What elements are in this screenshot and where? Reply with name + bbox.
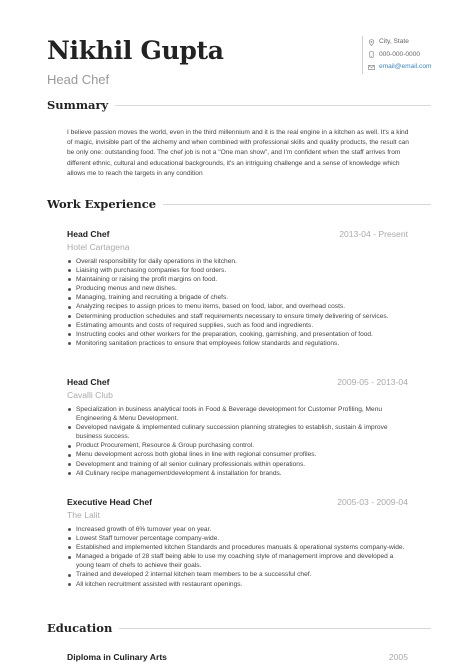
job-bullets bbox=[67, 257, 408, 348]
work-divider bbox=[163, 204, 431, 205]
phone-text: 000-000-0000 bbox=[379, 50, 421, 58]
candidate-name: Nikhil Gupta bbox=[47, 36, 224, 65]
job-company: Cavalli Club bbox=[67, 390, 113, 400]
job-title: Executive Head Chef bbox=[67, 497, 153, 507]
contact-email[interactable] bbox=[368, 61, 474, 74]
list-item: All Culinary recipe management/development & installation for brands. bbox=[67, 469, 408, 478]
job-entry-3 bbox=[67, 497, 408, 589]
job-entry-1 bbox=[67, 229, 408, 348]
job-dates: 2013-04 - Present bbox=[339, 229, 408, 239]
contact-block bbox=[362, 36, 474, 74]
summary-heading-text: Summary bbox=[47, 98, 109, 112]
job-bullets bbox=[67, 525, 408, 589]
list-item: Monitoring sanitation practices to ensure that employees follow standards and regulations. bbox=[67, 339, 408, 348]
contact-phone bbox=[368, 49, 474, 62]
email-link[interactable]: email@email.com bbox=[379, 63, 432, 70]
location-pin-icon bbox=[368, 39, 375, 46]
list-item: Specialization in business analytical tools in Food & Beverage development for Customer Profiling, Menu Engineering & Menu Development. bbox=[67, 405, 408, 423]
list-item: Managed a brigade of 28 staff being able to use my coaching style of management improve and developed a young team of chefs to achieve their goals. bbox=[67, 552, 408, 570]
summary-heading bbox=[47, 98, 431, 112]
summary-text: I believe passion moves the world, even in the third millennium and it is the real engine in a kitchen as well. It's a kind of magic, invisible part of the alchemy and when combined with professional skills and quality products, the result can be only one: outstanding food. The chef job is not a "One man show", and I'm confident when the staff arrives from different ethnic, cultural and educational backgrounds, it's an intriguing challenge and a sense of knowledge which allows me to reach the targets in any condition bbox=[67, 129, 409, 177]
job-title: Head Chef bbox=[67, 377, 110, 387]
list-item: Developed navigate & implemented culinary succession planning strategies to establish, sustain & improve business success. bbox=[67, 423, 408, 441]
job-entry-2 bbox=[67, 377, 408, 478]
list-item: Producing menus and new dishes. bbox=[67, 284, 408, 293]
list-item: Managing, training and recruiting a brigade of chefs. bbox=[67, 293, 408, 302]
list-item: Determining production schedules and staff requirements necessary to ensure timely delivering of services. bbox=[67, 312, 408, 321]
education-entry bbox=[67, 652, 408, 662]
education-heading bbox=[47, 621, 431, 635]
job-company: Hotel Cartagena bbox=[67, 242, 130, 252]
list-item: Lowest Staff turnover percentage company-wide. bbox=[67, 534, 408, 543]
list-item: Overall responsibility for daily operations in the kitchen. bbox=[67, 257, 408, 266]
list-item: Analyzing recipes to assign prices to menu items, based on food, labor, and overhead costs. bbox=[67, 302, 408, 311]
location-text: City, State bbox=[379, 38, 409, 45]
work-heading-text: Work Experience bbox=[47, 197, 157, 211]
envelope-icon bbox=[368, 64, 375, 71]
candidate-headline: Head Chef bbox=[47, 72, 110, 87]
list-item: Menu development across both global lines in line with regional consumer profiles. bbox=[67, 450, 408, 459]
job-bullets bbox=[67, 405, 408, 478]
list-item: Instructing cooks and other workers for the preparation, cooking, garnishing, and presentation of food. bbox=[67, 330, 408, 339]
list-item: All kitchen recruitment assisted with restaurant openings. bbox=[67, 580, 408, 589]
job-title: Head Chef bbox=[67, 229, 110, 239]
job-dates: 2005-03 - 2009-04 bbox=[337, 497, 408, 507]
list-item: Increased growth of 6% turnover year on year. bbox=[67, 525, 408, 534]
list-item: Product Procurement, Resource & Group purchasing control. bbox=[67, 441, 408, 450]
education-heading-text: Education bbox=[47, 621, 113, 635]
list-item: Estimating amounts and costs of required supplies, such as food and ingredients. bbox=[67, 321, 408, 330]
phone-icon bbox=[368, 51, 375, 58]
work-heading bbox=[47, 197, 431, 211]
job-dates: 2009-05 - 2013-04 bbox=[337, 377, 408, 387]
education-date: 2005 bbox=[388, 652, 408, 662]
job-company: The Lalit bbox=[67, 510, 100, 520]
education-title: Diploma in Culinary Arts bbox=[67, 652, 167, 662]
list-item: Maintaining or raising the profit margins on food. bbox=[67, 275, 408, 284]
list-item: Development and training of all senior culinary professionals within operations. bbox=[67, 460, 408, 469]
education-divider bbox=[119, 628, 431, 629]
list-item: Established and implemented kitchen Standards and procedures manuals & operational systems company-wide. bbox=[67, 543, 408, 552]
list-item: Liaising with purchasing companies for food orders. bbox=[67, 266, 408, 275]
list-item: Trained and developed 2 internal kitchen team members to be a successful chef. bbox=[67, 570, 408, 579]
summary-divider bbox=[115, 105, 431, 106]
contact-location bbox=[368, 36, 474, 49]
